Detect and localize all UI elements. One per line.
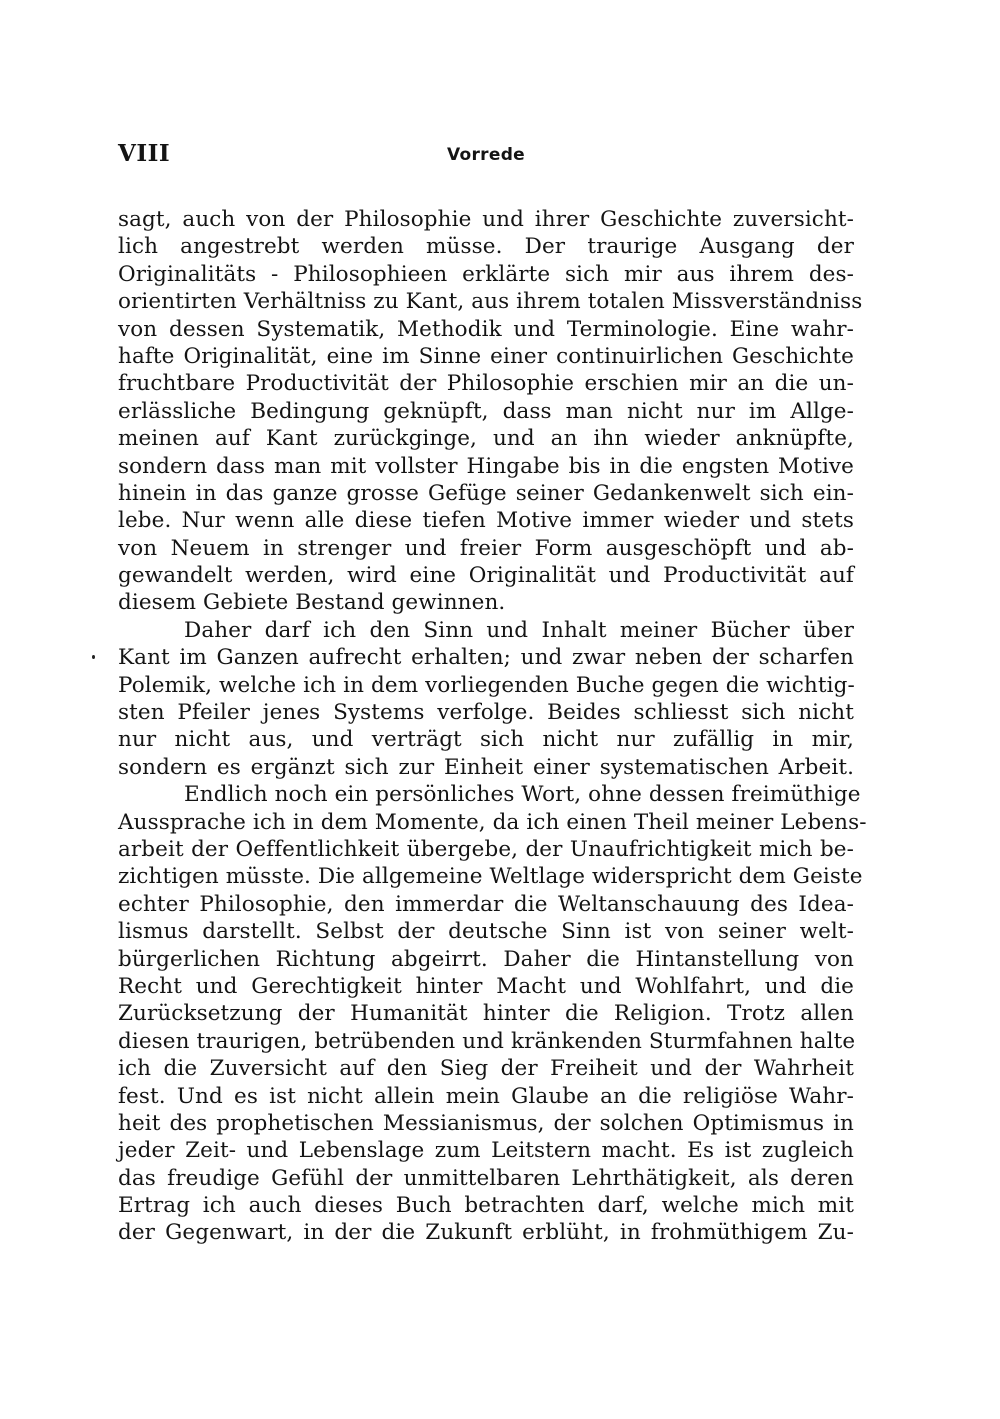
text-line: echter Philosophie, den immerdar die Weltanschauung des Idea-: [118, 891, 854, 917]
text-line: erlässliche Bedingung geknüpft, dass man nicht nur im Allge-: [118, 398, 854, 424]
text-line: von Neuem in strenger und freier Form ausgeschöpft und ab-: [118, 535, 854, 561]
text-line: arbeit der Oeffentlichkeit übergebe, der Unaufrichtigkeit mich be-: [118, 836, 854, 862]
text-line: nur nicht aus, und verträgt sich nicht nur zufällig in mir,: [118, 727, 854, 753]
text-line: sondern dass man mit vollster Hingabe bis in die engsten Motive: [118, 453, 854, 479]
text-line: hafte Originalität, eine im Sinne einer continuirlichen Geschichte: [118, 343, 854, 369]
text-line: Polemik, welche ich in dem vorliegenden Buche gegen die wichtig-: [118, 672, 855, 698]
text-line: das freudige Gefühl der unmittelbaren Lehrthätigkeit, als deren: [118, 1165, 854, 1191]
text-line: Aussprache ich in dem Momente, da ich einen Theil meiner Lebens-: [118, 809, 867, 835]
paragraph-start-line: Endlich noch ein persönliches Wort, ohne dessen freimüthige: [184, 782, 861, 808]
text-line: lich angestrebt werden müsse. Der traurige Ausgang der: [118, 234, 854, 260]
text-line: bürgerlichen Richtung abgeirrt. Daher die Hintanstellung von: [118, 946, 854, 972]
text-line: von dessen Systematik, Methodik und Terminologie. Eine wahr-: [118, 316, 854, 342]
text-line: Zurücksetzung der Humanität hinter die Religion. Trotz allen: [118, 1001, 854, 1027]
text-line: lismus darstellt. Selbst der deutsche Sinn ist von seiner welt-: [118, 919, 854, 945]
text-line: gewandelt werden, wird eine Originalität und Productivität auf: [118, 563, 854, 589]
text-line: fest. Und es ist nicht allein mein Glaube an die religiöse Wahr-: [118, 1083, 854, 1109]
text-line: meinen auf Kant zurückginge, und an ihn wieder anknüpfte,: [118, 426, 854, 452]
text-line: sten Pfeiler jenes Systems verfolge. Beides schliesst sich nicht: [118, 700, 854, 726]
paragraph-end-line: sondern es ergänzt sich zur Einheit einer systematischen Arbeit.: [118, 754, 854, 780]
text-line: hinein in das ganze grosse Gefüge seiner Gedankenwelt sich ein-: [118, 480, 854, 506]
text-line: der Gegenwart, in der die Zukunft erblüht, in frohmüthigem Zu-: [118, 1220, 854, 1246]
text-line: Originalitäts - Philosophieen erklärte sich mir aus ihrem des-: [118, 261, 854, 287]
text-line: Recht und Gerechtigkeit hinter Macht und Wohlfahrt, und die: [118, 973, 854, 999]
page-number: VIII: [118, 140, 171, 167]
text-line: heit des prophetischen Messianismus, der solchen Optimismus in: [118, 1110, 854, 1136]
paragraph-start-line: Daher darf ich den Sinn und Inhalt meiner Bücher über: [184, 617, 854, 643]
body-text: [118, 206, 867, 1247]
text-line: diesen traurigen, betrübenden und kränkenden Sturmfahnen halte: [118, 1028, 856, 1054]
text-line: zichtigen müsste. Die allgemeine Weltlage widerspricht dem Geiste: [118, 864, 863, 890]
text-line: Ertrag ich auch dieses Buch betrachten darf, welche mich mit: [118, 1193, 854, 1219]
paragraph-end-line: diesem Gebiete Bestand gewinnen.: [118, 590, 506, 616]
text-line: lebe. Nur wenn alle diese tiefen Motive immer wieder und stets: [118, 508, 854, 534]
text-line: ich die Zuversicht auf den Sieg der Freiheit und der Wahrheit: [118, 1056, 854, 1082]
text-line: fruchtbare Productivität der Philosophie erschien mir an die un-: [118, 371, 854, 397]
running-head: Vorrede: [446, 145, 525, 165]
text-line: orientirten Verhältniss zu Kant, aus ihrem totalen Missverständniss: [118, 289, 863, 315]
margin-mark: [92, 655, 95, 659]
text-line: jeder Zeit- und Lebenslage zum Leitstern macht. Es ist zugleich: [118, 1138, 854, 1164]
page-header: [118, 140, 854, 170]
text-line: sagt, auch von der Philosophie und ihrer Geschichte zuversicht-: [118, 207, 854, 232]
text-line: Kant im Ganzen aufrecht erhalten; und zwar neben der scharfen: [118, 645, 854, 671]
